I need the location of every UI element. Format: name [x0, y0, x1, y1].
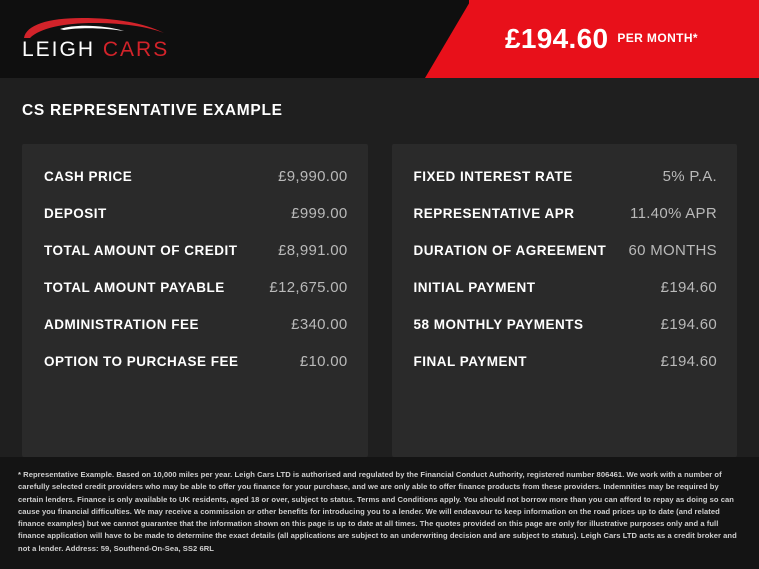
table-row	[408, 306, 722, 343]
row-value: £340.00	[291, 316, 348, 333]
row-value: 5% P.A.	[662, 168, 717, 185]
table-row	[408, 195, 722, 232]
brand-logo[interactable]	[18, 16, 198, 64]
row-value: 60 MONTHS	[628, 242, 717, 259]
table-row	[38, 269, 352, 306]
row-value: £999.00	[291, 205, 348, 222]
row-label: CASH PRICE	[44, 169, 133, 184]
price-period-label: PER MONTH*	[617, 31, 698, 45]
price-amount: £194.60	[505, 23, 609, 54]
brand-name	[22, 38, 169, 62]
title-bar	[0, 78, 759, 130]
footer	[0, 457, 759, 569]
row-value: 11.40% APR	[630, 205, 717, 222]
table-row	[408, 269, 722, 306]
row-label: REPRESENTATIVE APR	[413, 206, 575, 221]
row-value: £194.60	[660, 316, 717, 333]
row-label: TOTAL AMOUNT OF CREDIT	[44, 243, 238, 258]
row-value: £9,990.00	[278, 168, 348, 185]
row-value: £194.60	[660, 279, 717, 296]
table-row	[38, 195, 352, 232]
finance-details-panels	[0, 130, 759, 457]
row-label: DEPOSIT	[44, 206, 107, 221]
row-label: TOTAL AMOUNT PAYABLE	[44, 280, 225, 295]
table-row	[38, 343, 352, 380]
page-title: CS REPRESENTATIVE EXAMPLE	[22, 102, 283, 119]
row-value: £194.60	[660, 353, 717, 370]
table-row	[408, 158, 722, 195]
right-details-panel	[392, 144, 738, 457]
row-label: INITIAL PAYMENT	[413, 280, 536, 295]
row-label: 58 MONTHLY PAYMENTS	[413, 317, 584, 332]
row-value: £10.00	[299, 353, 348, 370]
brand-name-part1: LEIGH	[22, 38, 96, 61]
row-label: ADMINISTRATION FEE	[44, 317, 199, 332]
page-header	[0, 0, 759, 78]
row-value: £12,675.00	[269, 279, 348, 296]
row-label: FIXED INTEREST RATE	[413, 169, 573, 184]
brand-name-part2: CARS	[102, 38, 170, 61]
left-details-panel	[22, 144, 368, 457]
table-row	[38, 306, 352, 343]
table-row	[38, 232, 352, 269]
disclaimer-text: * Representative Example. Based on 10,000 miles per year. Leigh Cars LTD is authorised and regulated by the Financial Conduct Authority, registered number 806461. We work with a number of carefully selected credit providers who may be able to offer you finance for your purchase, and we are only able to offer finance products from these providers. Indemnities may be required by certain lenders. Finance is only available to UK residents, aged 18 or over, subject to status. Terms and Conditions apply. You should not borrow more than you can afford to repay as doing so can cause you financial difficulties. We may receive a commission or other benefits for introducing you to a lender. We will endeavour to keep information on the road prices up to date (and related finance examples) but we cannot guarantee that the information shown on this page is up to date at all times. The quotes provided on this page are only for illustrative purposes only and a full finance application will have to be made to determine the exact details (all applications are subject to an underwriting decision and are subject to status). Leigh Cars LTD acts as a credit broker and not a lender. Address: 59, Southend-On-Sea, SS2 6RL	[18, 469, 737, 553]
row-label: DURATION OF AGREEMENT	[413, 243, 607, 258]
table-row	[408, 343, 722, 380]
table-row	[408, 232, 722, 269]
row-label: FINAL PAYMENT	[413, 354, 528, 369]
row-value: £8,991.00	[278, 242, 348, 259]
table-row	[38, 158, 352, 195]
row-label: OPTION TO PURCHASE FEE	[44, 354, 239, 369]
monthly-price-banner	[469, 0, 759, 78]
